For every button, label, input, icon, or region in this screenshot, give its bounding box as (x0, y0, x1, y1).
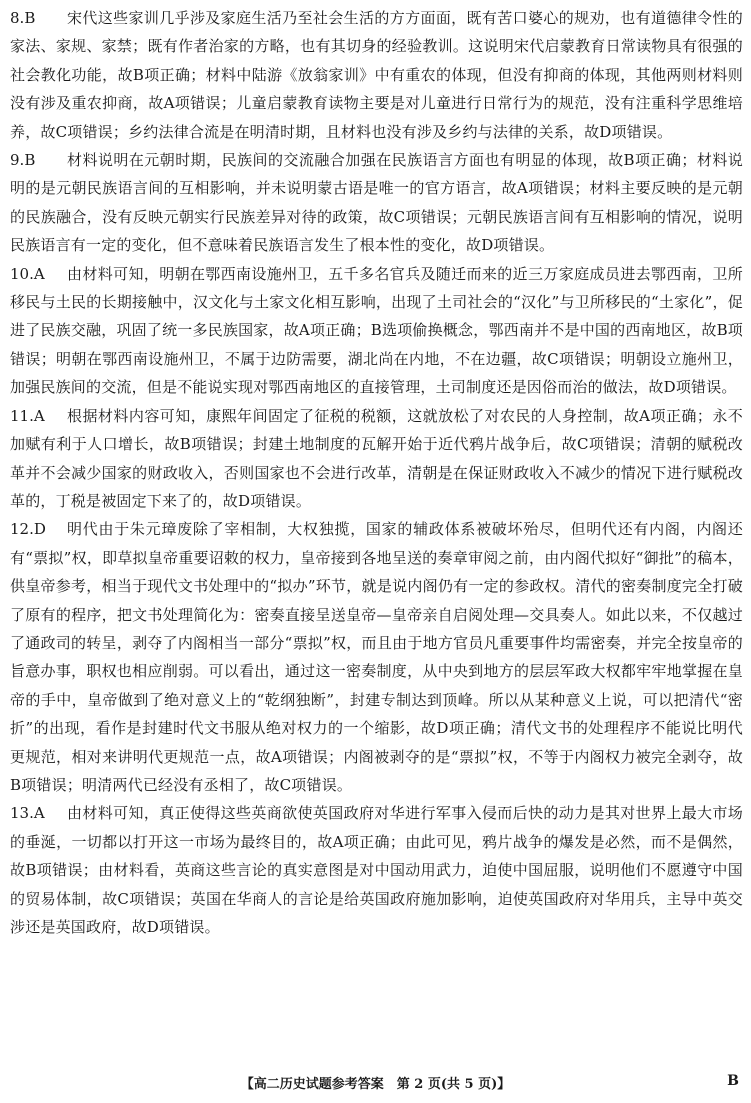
answer-number: 9. (10, 151, 25, 170)
answer-letter: A (33, 264, 45, 283)
answer-number: 11. (10, 406, 34, 425)
answer-letter: A (33, 406, 45, 425)
answer-item-9 (10, 146, 743, 260)
answer-item-10 (10, 260, 743, 402)
answer-item-11 (10, 402, 743, 516)
answer-letter: A (33, 804, 45, 823)
answer-number: 10. (10, 264, 34, 283)
paper-version-letter: B (727, 1073, 739, 1089)
answer-text: 由材料可知，真正使得这些英商欲使英国政府对华进行军事入侵而后快的动力是其对世界上最大市场的垂涎，一切都以打开这一市场为最终目的，故A项正确；由此可见，鸦片战争的爆发是必然，而不是偶然，故B项错误；由材料看，英商这些言论的真实意图是对中国动用武力，迫使中国屈服，说明他们不愿遵守中国的贸易体制，故C项错误；英国在华商人的言论是给英国政府施加影响，迫使英国政府对华用兵，主导中英交涉还是英国政府，故D项错误。 (10, 804, 743, 936)
answer-number: 12. (10, 520, 34, 539)
answer-item-13 (10, 799, 743, 941)
answer-number: 8. (10, 9, 25, 27)
answer-letter: D (33, 520, 46, 539)
answer-text: 明代由于朱元璋废除了宰相制，大权独揽，国家的辅政体系被破坏殆尽，但明代还有内阁，内阁还有“票拟”权，即草拟皇帝重要诏敕的权力，皇帝接到各地呈送的奏章审阅之前，由内阁代拟好“御批”的稿本，供皇帝参考，相当于现代文书处理中的“拟办”环节，就是说内阁仍有一定的参政权。清代的密奏制度完全打破了原有的程序，把文书处理简化为：密奏直接呈送皇帝—皇帝亲自启阅处理—交具奏人。如此以来，不仅越过了通政司的转呈，剥夺了内阁相当一部分“票拟”权，而且由于地方官员凡重要事件均需密奏，并完全按皇帝的旨意办事，职权也相应削弱。可以看出，通过这一密奏制度，从中央到地方的层层军政大权都牢牢地掌握在皇帝的手中，皇帝做到了绝对意义上的“乾纲独断”，封建专制达到顶峰。所以从某种意义上说，可以把清代“密折”的出现，看作是封建时代文书服从绝对权力的一个缩影，故D项正确；清代文书的处理程序不能说比明代更规范，相对来讲明代更规范一点，故A项错误；内阁被剥夺的是“票拟”权，不等于内阁权力被完全剥夺，故B项错误；明清两代已经没有丞相了，故C项错误。 (10, 520, 743, 794)
answer-text: 根据材料内容可知，康熙年间固定了征税的税额，这就放松了对农民的人身控制，故A项正确；永不加赋有利于人口增长，故B项错误；封建土地制度的瓦解开始于近代鸦片战争后，故C项错误；清朝的赋税改革并不会减少国家的财政收入，否则国家也不会进行改革，清朝是在保证财政收入不减少的情况下进行赋税改革的，丁税是被固定下来了的，故D项错误。 (10, 406, 743, 510)
answer-letter: B (24, 151, 36, 170)
answer-item-12 (10, 515, 743, 799)
page-footer: 【高二历史试题参考答案 第 2 页(共 5 页)】 (240, 1077, 511, 1092)
answer-text: 宋代这些家训几乎涉及家庭生活乃至社会生活的方方面面，既有苦口婆心的规劝，也有道德律令性的家法、家规、家禁；既有作者治家的方略，也有其切身的经验教训。这说明宋代启蒙教育日常读物具有很强的社会教化功能，故B项正确；材料中陆游《放翁家训》中有重农的体现，但没有抑商的体现，其他两则材料则没有涉及重农抑商，故A项错误；儿童启蒙教育读物主要是对儿童进行日常行为的规范，没有注重科学思维培养，故C项错误；乡约法律合流是在明清时期，且材料也没有涉及乡约与法律的关系，故D项错误。 (10, 9, 743, 141)
answer-text: 材料说明在元朝时期，民族间的交流融合加强在民族语言方面也有明显的体现，故B项正确；材料说明的是元朝民族语言间的互相影响，并未说明蒙古语是唯一的官方语言，故A项错误；材料主要反映的是元朝的民族融合，没有反映元朝实行民族差异对待的政策，故C项错误；元朝民族语言间有互相影响的情况，说明民族语言有一定的变化，但不意味着民族语言发生了根本性的变化，故D项错误。 (10, 151, 743, 255)
answer-list (10, 4, 743, 941)
answer-text: 由材料可知，明朝在鄂西南设施州卫，五千多名官兵及随迁而来的近三万家庭成员进去鄂西南，卫所移民与土民的长期接触中，汉文化与土家文化相互影响，出现了土司社会的“汉化”与卫所移民的“土家化”，促进了民族交融，巩固了统一多民族国家，故A项正确；B选项偷换概念，鄂西南并不是中国的西南地区，故B项错误；明朝在鄂西南设施州卫，不属于边防需要，湖北尚在内地，不在边疆，故C项错误；明朝设立施州卫，加强民族间的交流，但是不能说实现对鄂西南地区的直接管理，土司制度还是因俗而治的做法，故D项错误。 (10, 264, 743, 397)
answer-number: 13. (10, 804, 34, 823)
answer-letter: B (24, 9, 36, 27)
answer-item-8 (10, 4, 743, 146)
